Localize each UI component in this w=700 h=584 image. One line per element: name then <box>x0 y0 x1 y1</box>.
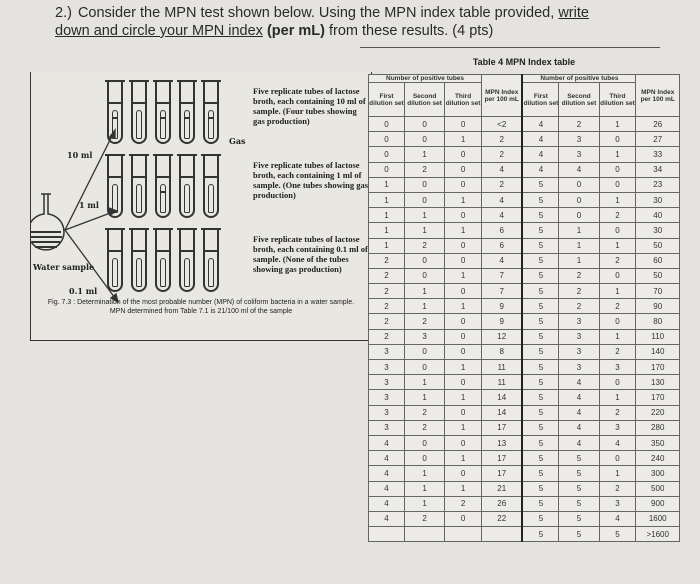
positive-tubes-cell: 0 <box>405 253 445 268</box>
positive-tubes-cell: 1 <box>405 223 445 238</box>
table-row <box>369 223 680 238</box>
mpn-index-cell: 110 <box>636 329 680 344</box>
positive-tubes-cell: 2 <box>559 117 599 132</box>
table-row <box>369 268 680 283</box>
mpn-index-cell: 9 <box>482 314 523 329</box>
mpn-index-cell: 12 <box>482 329 523 344</box>
test-tube-gas <box>179 80 195 144</box>
test-tube <box>131 228 147 292</box>
positive-tubes-cell: 0 <box>445 147 482 162</box>
table-row <box>369 390 680 405</box>
positive-tubes-cell: 2 <box>405 511 445 526</box>
test-tube-gas <box>203 80 219 144</box>
positive-tubes-cell: 1 <box>405 390 445 405</box>
positive-tubes-cell: 5 <box>522 420 559 435</box>
positive-tubes-cell: 1 <box>445 132 482 147</box>
positive-tubes-cell: 3 <box>559 147 599 162</box>
mpn-index-cell: 350 <box>636 435 680 450</box>
mpn-index-cell: 240 <box>636 451 680 466</box>
tube-row-description: Five replicate tubes of lactose broth, each containing 1 ml of sample. (One tubes showing gas production) <box>253 160 369 200</box>
positive-tubes-cell: 2 <box>369 284 405 299</box>
mpn-index-cell: 7 <box>482 268 523 283</box>
mpn-index-table: Number of positive tubes MPN Index per 100 mL Number of positive tubes MPN Index per 100 mL First dilution set Second dilution set Third dilution set First dilution set Second dilution set Third dilution set 0 0 0 <2 4 2 1 26 0 0 1 2 4 3 0 27 0 1 0 2 4 3 1 33 0 2 0 4 4 4 0 34 1 0 0 2 5 0 0 23 1 0 1 4 5 0 1 30 1 1 0 4 5 0 2 40 1 1 1 6 5 1 0 30 1 2 0 6 5 1 1 50 2 0 0 4 5 1 2 60 2 0 1 7 5 2 0 50 2 1 0 7 5 2 1 70 2 1 1 9 5 2 2 90 2 2 0 9 5 3 0 80 2 3 0 12 5 3 1 110 3 0 0 8 5 3 2 140 3 0 1 11 5 3 3 170 3 1 0 11 5 4 0 130 3 1 1 14 5 4 1 170 3 2 0 14 5 4 2 220 3 2 1 17 5 4 3 280 4 0 0 13 5 4 4 350 4 0 1 17 5 5 0 240 4 1 0 17 5 5 1 300 4 1 1 21 5 5 2 500 4 1 2 26 5 5 3 900 4 2 0 22 5 5 4 1600 5 5 5 >1600 <box>368 74 680 542</box>
positive-tubes-cell: 5 <box>522 405 559 420</box>
volume-label: 0.1 ml <box>69 286 98 296</box>
positive-tubes-cell: 2 <box>405 420 445 435</box>
positive-tubes-cell: 0 <box>445 511 482 526</box>
table-row <box>369 192 680 207</box>
mpn-index-cell: 2 <box>482 147 523 162</box>
positive-tubes-cell: 5 <box>522 284 559 299</box>
test-tube-gas <box>107 80 123 144</box>
positive-tubes-cell: 1 <box>405 299 445 314</box>
positive-tubes-cell: 0 <box>369 117 405 132</box>
positive-tubes-cell: 5 <box>522 481 559 496</box>
positive-tubes-cell: 0 <box>405 132 445 147</box>
positive-tubes-cell: 5 <box>522 177 559 192</box>
positive-tubes-cell: 3 <box>559 344 599 359</box>
positive-tubes-cell: 5 <box>522 329 559 344</box>
mpn-index-cell: 80 <box>636 314 680 329</box>
positive-tubes-cell: 1 <box>445 268 482 283</box>
positive-tubes-cell: 3 <box>369 405 405 420</box>
positive-tubes-cell: 2 <box>599 344 636 359</box>
flask-icon <box>31 194 64 250</box>
positive-tubes-cell: 0 <box>445 238 482 253</box>
positive-tubes-cell: 0 <box>405 360 445 375</box>
positive-tubes-cell <box>369 527 405 542</box>
mpn-index-cell: 4 <box>482 192 523 207</box>
test-tube-gas <box>155 154 171 218</box>
positive-tubes-cell: 0 <box>559 208 599 223</box>
positive-tubes-cell: 1 <box>405 466 445 481</box>
test-tube <box>179 154 195 218</box>
positive-tubes-cell: 4 <box>522 147 559 162</box>
positive-tubes-cell: 1 <box>445 481 482 496</box>
water-sample-label: Water sample <box>33 262 95 272</box>
positive-tubes-cell: 0 <box>599 451 636 466</box>
mpn-index-cell: 26 <box>482 496 523 511</box>
positive-tubes-cell: 0 <box>599 268 636 283</box>
table-row <box>369 253 680 268</box>
positive-tubes-cell: 2 <box>405 238 445 253</box>
table-row <box>369 405 680 420</box>
positive-tubes-cell: 0 <box>559 177 599 192</box>
mpn-index-cell: 900 <box>636 496 680 511</box>
mpn-index-cell: 17 <box>482 451 523 466</box>
table-row <box>369 299 680 314</box>
positive-tubes-cell: 0 <box>445 435 482 450</box>
test-tube <box>203 154 219 218</box>
table-row <box>369 314 680 329</box>
positive-tubes-cell: 0 <box>445 284 482 299</box>
mpn-index-cell: 22 <box>482 511 523 526</box>
positive-tubes-cell: 0 <box>599 223 636 238</box>
mpn-index-cell: 9 <box>482 299 523 314</box>
tube-row-description: Five replicate tubes of lactose broth, each containing 10 ml of sample. (Four tubes showing gas production) <box>253 86 366 126</box>
mpn-index-cell: 4 <box>482 208 523 223</box>
table-row <box>369 527 680 542</box>
mpn-index-cell: 6 <box>482 238 523 253</box>
positive-tubes-cell: 0 <box>369 162 405 177</box>
mpn-index-cell: >1600 <box>636 527 680 542</box>
positive-tubes-cell: 2 <box>369 253 405 268</box>
positive-tubes-cell: 4 <box>559 420 599 435</box>
positive-tubes-cell: 0 <box>405 192 445 207</box>
table-row <box>369 466 680 481</box>
positive-tubes-cell: 1 <box>405 481 445 496</box>
mpn-index-cell: 14 <box>482 390 523 405</box>
positive-tubes-cell: 1 <box>599 192 636 207</box>
positive-tubes-cell: 5 <box>522 375 559 390</box>
positive-tubes-cell: 3 <box>599 360 636 375</box>
positive-tubes-cell: 1 <box>445 420 482 435</box>
positive-tubes-cell: 1 <box>405 496 445 511</box>
positive-tubes-cell: 5 <box>522 208 559 223</box>
positive-tubes-cell: 2 <box>369 268 405 283</box>
mpn-index-cell: 14 <box>482 405 523 420</box>
mpn-index-cell <box>482 527 523 542</box>
positive-tubes-cell: 5 <box>522 360 559 375</box>
positive-tubes-cell: 4 <box>522 117 559 132</box>
positive-tubes-cell: 5 <box>522 390 559 405</box>
positive-tubes-cell: 3 <box>599 496 636 511</box>
positive-tubes-cell <box>445 527 482 542</box>
positive-tubes-cell: 4 <box>522 162 559 177</box>
mpn-index-cell: 30 <box>636 223 680 238</box>
positive-tubes-cell: 1 <box>369 177 405 192</box>
mpn-index-cell: 6 <box>482 223 523 238</box>
positive-tubes-cell: 4 <box>369 481 405 496</box>
positive-tubes-cell: 0 <box>445 253 482 268</box>
mpn-index-cell: 21 <box>482 481 523 496</box>
test-tube-gas <box>155 80 171 144</box>
positive-tubes-cell: 2 <box>599 253 636 268</box>
gas-label: Gas <box>229 136 246 146</box>
mpn-index-cell: 2 <box>482 177 523 192</box>
positive-tubes-cell: 1 <box>369 192 405 207</box>
positive-tubes-cell: 1 <box>599 466 636 481</box>
mpn-index-cell: 4 <box>482 253 523 268</box>
positive-tubes-cell: 2 <box>369 314 405 329</box>
positive-tubes-cell: 2 <box>599 481 636 496</box>
test-tube <box>107 154 123 218</box>
positive-tubes-cell: 4 <box>369 435 405 450</box>
positive-tubes-cell: 5 <box>522 344 559 359</box>
test-tube <box>179 228 195 292</box>
positive-tubes-cell: 3 <box>559 314 599 329</box>
positive-tubes-cell: 1 <box>369 238 405 253</box>
positive-tubes-cell: 0 <box>405 268 445 283</box>
positive-tubes-cell: 5 <box>522 299 559 314</box>
positive-tubes-cell: 0 <box>599 375 636 390</box>
mpn-index-cell: 13 <box>482 435 523 450</box>
mpn-index-cell: 280 <box>636 420 680 435</box>
table-row <box>369 435 680 450</box>
positive-tubes-cell: 1 <box>369 208 405 223</box>
positive-tubes-cell: 4 <box>369 496 405 511</box>
positive-tubes-cell: 0 <box>405 451 445 466</box>
positive-tubes-cell: 1 <box>599 147 636 162</box>
mpn-index-cell: 17 <box>482 420 523 435</box>
positive-tubes-cell: 1 <box>445 223 482 238</box>
positive-tubes-cell: 2 <box>369 299 405 314</box>
positive-tubes-cell: 2 <box>445 496 482 511</box>
question-text: 2.) Consider the MPN test shown below. Using the MPN index table provided, write down and circle your MPN index (per mL) from these results. (4 pts) <box>55 5 589 39</box>
positive-tubes-cell: 0 <box>445 329 482 344</box>
positive-tubes-cell: 2 <box>559 299 599 314</box>
positive-tubes-cell: 0 <box>599 162 636 177</box>
table-row <box>369 420 680 435</box>
positive-tubes-cell: 5 <box>522 253 559 268</box>
mpn-index-cell: 26 <box>636 117 680 132</box>
positive-tubes-cell: 2 <box>405 405 445 420</box>
positive-tubes-cell: 1 <box>445 360 482 375</box>
positive-tubes-cell: 4 <box>369 451 405 466</box>
mpn-index-cell: 500 <box>636 481 680 496</box>
positive-tubes-cell: 0 <box>445 177 482 192</box>
positive-tubes-cell: 5 <box>522 314 559 329</box>
positive-tubes-cell: 5 <box>522 496 559 511</box>
test-tube <box>131 154 147 218</box>
positive-tubes-cell: 4 <box>369 466 405 481</box>
positive-tubes-cell: 0 <box>599 132 636 147</box>
table-row <box>369 147 680 162</box>
positive-tubes-cell: 0 <box>445 117 482 132</box>
mpn-figure <box>30 72 372 341</box>
mpn-index-cell: 70 <box>636 284 680 299</box>
positive-tubes-cell: 5 <box>522 451 559 466</box>
positive-tubes-cell: 5 <box>559 496 599 511</box>
positive-tubes-cell: 1 <box>599 284 636 299</box>
positive-tubes-cell: 0 <box>445 314 482 329</box>
positive-tubes-cell: 2 <box>559 284 599 299</box>
positive-tubes-cell: 0 <box>599 314 636 329</box>
figure-caption: Fig. 7.3 : Determination of the most probable number (MPN) of coliform bacteria in a water sample. MPN determined from Table 7.1 is 21/100 ml of the sample <box>47 299 355 315</box>
positive-tubes-cell: 0 <box>369 147 405 162</box>
positive-tubes-cell: 4 <box>559 435 599 450</box>
table-row <box>369 177 680 192</box>
mpn-index-cell: 1600 <box>636 511 680 526</box>
table-row <box>369 329 680 344</box>
positive-tubes-cell: 1 <box>405 375 445 390</box>
table-row <box>369 162 680 177</box>
test-tube <box>107 228 123 292</box>
mpn-index-cell: 27 <box>636 132 680 147</box>
mpn-index-cell: 130 <box>636 375 680 390</box>
positive-tubes-cell: 2 <box>599 405 636 420</box>
mpn-index-cell: 40 <box>636 208 680 223</box>
positive-tubes-cell: 4 <box>599 511 636 526</box>
mpn-index-cell: 50 <box>636 268 680 283</box>
positive-tubes-cell: 1 <box>445 390 482 405</box>
table-row <box>369 360 680 375</box>
test-tube <box>155 228 171 292</box>
mpn-index-cell: 34 <box>636 162 680 177</box>
positive-tubes-cell: 5 <box>559 466 599 481</box>
table-row <box>369 344 680 359</box>
question-number: 2.) <box>55 5 72 21</box>
mpn-index-cell: 170 <box>636 360 680 375</box>
mpn-index-cell: 60 <box>636 253 680 268</box>
positive-tubes-cell: 5 <box>522 435 559 450</box>
mpn-index-cell: 17 <box>482 466 523 481</box>
mpn-index-cell: 300 <box>636 466 680 481</box>
table-row <box>369 238 680 253</box>
positive-tubes-cell: 4 <box>599 435 636 450</box>
positive-tubes-cell: 4 <box>522 132 559 147</box>
positive-tubes-cell: 5 <box>522 223 559 238</box>
positive-tubes-cell: 0 <box>445 344 482 359</box>
volume-label: 1 ml <box>79 200 99 210</box>
mpn-index-cell: 2 <box>482 132 523 147</box>
mpn-index-cell: <2 <box>482 117 523 132</box>
mpn-index-cell: 4 <box>482 162 523 177</box>
tube-row-description: Five replicate tubes of lactose broth, each containing 0.1 ml of sample. (None of the tubes showing gas production) <box>253 234 368 274</box>
positive-tubes-cell: 3 <box>369 344 405 359</box>
table-row <box>369 496 680 511</box>
positive-tubes-cell: 4 <box>559 390 599 405</box>
positive-tubes-cell: 2 <box>599 299 636 314</box>
positive-tubes-cell: 4 <box>369 511 405 526</box>
positive-tubes-cell: 3 <box>559 360 599 375</box>
positive-tubes-cell: 5 <box>522 238 559 253</box>
positive-tubes-cell: 2 <box>369 329 405 344</box>
positive-tubes-cell: 3 <box>405 329 445 344</box>
mpn-index-cell: 30 <box>636 192 680 207</box>
mpn-index-cell: 90 <box>636 299 680 314</box>
table-row <box>369 284 680 299</box>
positive-tubes-cell: 0 <box>405 344 445 359</box>
positive-tubes-cell: 1 <box>445 299 482 314</box>
table-row <box>369 511 680 526</box>
positive-tubes-cell: 4 <box>559 162 599 177</box>
positive-tubes-cell: 0 <box>445 405 482 420</box>
positive-tubes-cell: 0 <box>369 132 405 147</box>
table-row <box>369 117 680 132</box>
positive-tubes-cell: 3 <box>559 329 599 344</box>
positive-tubes-cell: 5 <box>559 511 599 526</box>
positive-tubes-cell: 2 <box>405 162 445 177</box>
mpn-index-cell: 170 <box>636 390 680 405</box>
positive-tubes-cell: 1 <box>445 192 482 207</box>
mpn-index-cell: 50 <box>636 238 680 253</box>
positive-tubes-cell: 2 <box>599 208 636 223</box>
positive-tubes-cell: 1 <box>405 147 445 162</box>
table-row <box>369 451 680 466</box>
positive-tubes-cell: 5 <box>522 527 559 542</box>
mpn-index-cell: 7 <box>482 284 523 299</box>
positive-tubes-cell: 0 <box>445 162 482 177</box>
positive-tubes-cell: 0 <box>405 177 445 192</box>
positive-tubes-cell: 2 <box>559 268 599 283</box>
mpn-index-cell: 11 <box>482 360 523 375</box>
positive-tubes-cell: 3 <box>369 360 405 375</box>
test-tube <box>203 228 219 292</box>
positive-tubes-cell: 1 <box>369 223 405 238</box>
mpn-index-cell: 33 <box>636 147 680 162</box>
positive-tubes-cell: 0 <box>445 466 482 481</box>
positive-tubes-cell: 5 <box>522 511 559 526</box>
positive-tubes-cell: 3 <box>599 420 636 435</box>
mpn-index-cell: 8 <box>482 344 523 359</box>
positive-tubes-cell: 5 <box>599 527 636 542</box>
mpn-index-cell: 11 <box>482 375 523 390</box>
positive-tubes-cell: 5 <box>559 527 599 542</box>
mpn-index-cell: 23 <box>636 177 680 192</box>
positive-tubes-cell: 1 <box>445 451 482 466</box>
table-row <box>369 208 680 223</box>
table-row <box>369 481 680 496</box>
positive-tubes-cell: 4 <box>559 375 599 390</box>
positive-tubes-cell: 3 <box>369 390 405 405</box>
positive-tubes-cell: 1 <box>559 238 599 253</box>
positive-tubes-cell: 0 <box>445 208 482 223</box>
positive-tubes-cell: 1 <box>599 329 636 344</box>
mpn-index-cell: 220 <box>636 405 680 420</box>
positive-tubes-cell: 1 <box>559 223 599 238</box>
positive-tubes-cell: 4 <box>559 405 599 420</box>
positive-tubes-cell: 1 <box>599 117 636 132</box>
divider <box>360 47 660 48</box>
positive-tubes-cell: 0 <box>559 192 599 207</box>
positive-tubes-cell: 1 <box>405 208 445 223</box>
positive-tubes-cell: 1 <box>599 390 636 405</box>
positive-tubes-cell <box>405 527 445 542</box>
table-title: Table 4 MPN Index table <box>472 57 576 67</box>
test-tube <box>131 80 147 144</box>
positive-tubes-cell: 5 <box>559 451 599 466</box>
positive-tubes-cell: 3 <box>369 375 405 390</box>
positive-tubes-cell: 5 <box>522 466 559 481</box>
positive-tubes-cell: 1 <box>405 284 445 299</box>
positive-tubes-cell: 1 <box>559 253 599 268</box>
positive-tubes-cell: 2 <box>405 314 445 329</box>
positive-tubes-cell: 1 <box>599 238 636 253</box>
positive-tubes-cell: 3 <box>559 132 599 147</box>
table-row <box>369 375 680 390</box>
positive-tubes-cell: 5 <box>522 268 559 283</box>
positive-tubes-cell: 3 <box>369 420 405 435</box>
mpn-index-cell: 140 <box>636 344 680 359</box>
positive-tubes-cell: 0 <box>445 375 482 390</box>
positive-tubes-cell: 0 <box>405 435 445 450</box>
positive-tubes-cell: 0 <box>405 117 445 132</box>
positive-tubes-cell: 5 <box>522 192 559 207</box>
positive-tubes-cell: 5 <box>559 481 599 496</box>
volume-label: 10 ml <box>67 150 93 160</box>
positive-tubes-cell: 0 <box>599 177 636 192</box>
table-row <box>369 132 680 147</box>
